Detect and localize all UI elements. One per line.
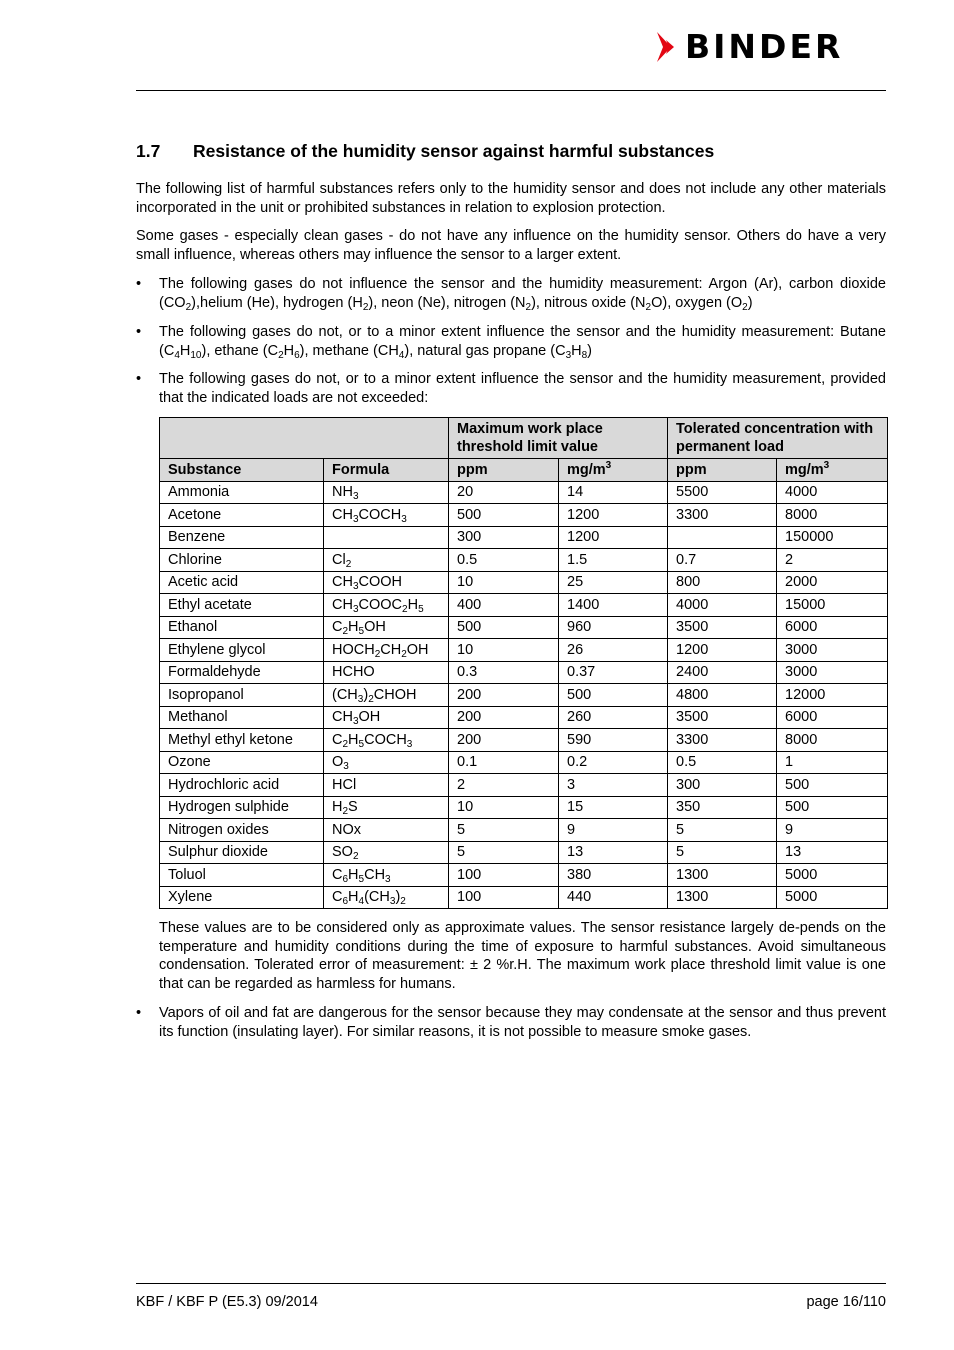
cell-work-ppm: 500 (449, 616, 559, 639)
table-body (160, 481, 888, 909)
cell-work-ppm: 200 (449, 706, 559, 729)
cell-tolerated-ppm: 300 (668, 774, 777, 797)
cell-substance: Ethanol (160, 616, 324, 639)
cell-formula: $CH_3COCH_3$ (324, 504, 449, 527)
cell-formula: $H_2S$ (324, 796, 449, 819)
cell-work-mgm3: 15 (559, 796, 668, 819)
cell-work-mgm3: 1.5 (559, 549, 668, 572)
cell-tolerated-ppm: 0.5 (668, 751, 777, 774)
cell-work-mgm3: 25 (559, 571, 668, 594)
table-row (160, 751, 888, 774)
group-header-work-place: Maximum work place threshold limit value (449, 418, 668, 459)
cell-formula (324, 526, 449, 549)
cell-tolerated-mgm3: 2000 (777, 571, 888, 594)
cell-formula: HCl (324, 774, 449, 797)
cell-substance: Methyl ethyl ketone (160, 729, 324, 752)
table-row (160, 594, 888, 617)
harmful-substances-table (159, 417, 888, 909)
cell-work-ppm: 10 (449, 639, 559, 662)
bullet-text: The following gases do not, or to a minor extent influence the sensor and the humidity measurement: Butane $(C_4H_{10})$, ethane $(C_2H_6)$, methane $(CH_4)$, natural gas propane $(C_3H_8)$ (159, 324, 886, 361)
cell-tolerated-ppm: 5 (668, 841, 777, 864)
cell-tolerated-ppm: 800 (668, 571, 777, 594)
cell-work-ppm: 10 (449, 796, 559, 819)
bullet-vapors (136, 1004, 886, 1041)
cell-formula: $CH_3COOC_2H_5$ (324, 594, 449, 617)
cell-tolerated-mgm3: 150000 (777, 526, 888, 549)
cell-formula: NOx (324, 819, 449, 842)
section-number: 1.7 (136, 141, 161, 161)
cell-work-ppm: 500 (449, 504, 559, 527)
cell-substance: Isopropanol (160, 684, 324, 707)
cell-tolerated-ppm: 1300 (668, 886, 777, 909)
cell-work-mgm3: 960 (559, 616, 668, 639)
bullet-dot: • (136, 276, 142, 292)
cell-tolerated-ppm: 3500 (668, 706, 777, 729)
table-row (160, 864, 888, 887)
cell-formula: $NH_3$ (324, 481, 449, 504)
cell-work-ppm: 2 (449, 774, 559, 797)
table-group-header-row (160, 418, 888, 459)
table-row (160, 481, 888, 504)
section-title: Resistance of the humidity sensor against harmful substances (193, 141, 715, 161)
cell-formula: $C_6H_4(CH_3)_2$ (324, 886, 449, 909)
table-row (160, 504, 888, 527)
cell-formula: HCHO (324, 661, 449, 684)
cell-tolerated-mgm3: 6000 (777, 706, 888, 729)
table-row (160, 729, 888, 752)
cell-work-ppm: 100 (449, 864, 559, 887)
table-row (160, 841, 888, 864)
cell-tolerated-mgm3: 8000 (777, 729, 888, 752)
cell-work-ppm: 100 (449, 886, 559, 909)
cell-tolerated-mgm3: 5000 (777, 864, 888, 887)
cell-work-ppm: 10 (449, 571, 559, 594)
cell-tolerated-mgm3: 1 (777, 751, 888, 774)
cell-work-ppm: 0.5 (449, 549, 559, 572)
cell-substance: Methanol (160, 706, 324, 729)
cell-tolerated-mgm3: 8000 (777, 504, 888, 527)
footer-rule (136, 1283, 886, 1284)
bullet-dot: • (136, 1005, 142, 1021)
footer-page-number: page 16/110 (806, 1294, 886, 1310)
cell-tolerated-mgm3: 3000 (777, 639, 888, 662)
cell-formula: $Cl_2$ (324, 549, 449, 572)
table-row (160, 774, 888, 797)
cell-work-mgm3: 13 (559, 841, 668, 864)
cell-formula: $C_6H_5CH_3$ (324, 864, 449, 887)
cell-substance: Toluol (160, 864, 324, 887)
cell-work-mgm3: 0.2 (559, 751, 668, 774)
cell-substance: Ozone (160, 751, 324, 774)
column-header-mgm3: $mg/m^3$ (777, 459, 888, 482)
approximate-values-note: These values are to be considered only as approximate values. The sensor resistance largely de-pends on the temperature and humidity conditions during the time of exposure to harmful substances. Avoid simultaneous condensation. Tolerated error of measurement: ± 2 %r.H. The maximum work place threshold limit value is one that can be regarded as harmless for humans. (159, 920, 886, 992)
cell-tolerated-ppm: 3300 (668, 729, 777, 752)
cell-work-mgm3: 260 (559, 706, 668, 729)
cell-substance: Hydrochloric acid (160, 774, 324, 797)
header-rule (136, 90, 886, 91)
bullet-text: Vapors of oil and fat are dangerous for the sensor because they may condensate at the sensor and thus prevent its function (insulating layer). For similar reasons, it is not possible to measure smoke gases. (159, 1005, 886, 1040)
table-row (160, 684, 888, 707)
table-row (160, 639, 888, 662)
bullet-no-influence (136, 275, 886, 312)
cell-work-ppm: 0.3 (449, 661, 559, 684)
table-row (160, 886, 888, 909)
bullet-text: The following gases do not, or to a minor extent influence the sensor and the humidity measurement, provided that the indicated loads are not exceeded: (159, 371, 886, 406)
group-header-tolerated: Tolerated concentration with permanent load (668, 418, 888, 459)
cell-work-mgm3: 590 (559, 729, 668, 752)
cell-work-ppm: 200 (449, 729, 559, 752)
table-row (160, 706, 888, 729)
cell-work-mgm3: 380 (559, 864, 668, 887)
cell-substance: Nitrogen oxides (160, 819, 324, 842)
cell-tolerated-mgm3: 9 (777, 819, 888, 842)
cell-tolerated-ppm: 4000 (668, 594, 777, 617)
cell-substance: Acetic acid (160, 571, 324, 594)
cell-formula: $CH_3OH$ (324, 706, 449, 729)
cell-substance: Ethyl acetate (160, 594, 324, 617)
cell-work-mgm3: 14 (559, 481, 668, 504)
cell-substance: Sulphur dioxide (160, 841, 324, 864)
cell-tolerated-ppm: 3500 (668, 616, 777, 639)
cell-formula: $C_2H_5COCH_3$ (324, 729, 449, 752)
footer-doc-id: KBF / KBF P (E5.3) 09/2014 (136, 1294, 318, 1310)
cell-work-mgm3: 440 (559, 886, 668, 909)
column-header-mgm3: $mg/m^3$ (559, 459, 668, 482)
cell-tolerated-ppm: 5 (668, 819, 777, 842)
cell-tolerated-mgm3: 4000 (777, 481, 888, 504)
cell-formula: $SO_2$ (324, 841, 449, 864)
cell-formula: $O_3$ (324, 751, 449, 774)
cell-tolerated-mgm3: 12000 (777, 684, 888, 707)
cell-tolerated-ppm: 1200 (668, 639, 777, 662)
cell-work-ppm: 300 (449, 526, 559, 549)
cell-tolerated-mgm3: 500 (777, 774, 888, 797)
cell-work-mgm3: 500 (559, 684, 668, 707)
cell-work-mgm3: 9 (559, 819, 668, 842)
cell-tolerated-mgm3: 500 (777, 796, 888, 819)
cell-tolerated-ppm: 5500 (668, 481, 777, 504)
cell-formula: $C_2H_5OH$ (324, 616, 449, 639)
cell-substance: Benzene (160, 526, 324, 549)
brand-name: BINDER (685, 27, 844, 66)
cell-substance: Ethylene glycol (160, 639, 324, 662)
cell-tolerated-ppm: 4800 (668, 684, 777, 707)
gases-paragraph: Some gases - especially clean gases - do not have any influence on the humidity sensor. Others do have a very small influence, whereas others may influence the sensor to a larger extent. (136, 228, 886, 263)
cell-tolerated-ppm: 0.7 (668, 549, 777, 572)
table-row (160, 819, 888, 842)
cell-tolerated-ppm: 350 (668, 796, 777, 819)
column-header-formula: Formula (324, 459, 449, 482)
cell-work-mgm3: 1400 (559, 594, 668, 617)
table-row (160, 616, 888, 639)
group-header-empty (160, 418, 449, 459)
cell-work-ppm: 20 (449, 481, 559, 504)
binder-logo-arrow-icon (655, 30, 685, 64)
cell-tolerated-ppm: 2400 (668, 661, 777, 684)
cell-work-ppm: 400 (449, 594, 559, 617)
column-header-ppm: ppm (449, 459, 559, 482)
cell-formula: $(CH_3)_2CHOH$ (324, 684, 449, 707)
cell-work-ppm: 5 (449, 819, 559, 842)
table-row (160, 661, 888, 684)
table-column-header-row (160, 459, 888, 482)
cell-tolerated-mgm3: 15000 (777, 594, 888, 617)
cell-substance: Ammonia (160, 481, 324, 504)
cell-work-ppm: 200 (449, 684, 559, 707)
bullet-dot: • (136, 324, 142, 340)
cell-work-mgm3: 1200 (559, 504, 668, 527)
cell-work-ppm: 5 (449, 841, 559, 864)
column-header-substance: Substance (160, 459, 324, 482)
cell-tolerated-mgm3: 2 (777, 549, 888, 572)
bullet-limited-loads (136, 370, 886, 407)
table-row (160, 526, 888, 549)
binder-logo (655, 27, 887, 66)
cell-work-ppm: 0.1 (449, 751, 559, 774)
cell-formula: $CH_3COOH$ (324, 571, 449, 594)
cell-substance: Chlorine (160, 549, 324, 572)
cell-tolerated-mgm3: 13 (777, 841, 888, 864)
bullet-minor-influence (136, 323, 886, 360)
cell-substance: Hydrogen sulphide (160, 796, 324, 819)
table-row (160, 571, 888, 594)
cell-tolerated-mgm3: 5000 (777, 886, 888, 909)
table-row (160, 549, 888, 572)
column-header-ppm: ppm (668, 459, 777, 482)
cell-substance: Xylene (160, 886, 324, 909)
section-heading (136, 140, 714, 162)
cell-work-mgm3: 3 (559, 774, 668, 797)
cell-tolerated-mgm3: 6000 (777, 616, 888, 639)
cell-work-mgm3: 0.37 (559, 661, 668, 684)
bullet-text: The following gases do not influence the sensor and the humidity measurement: Argon (Ar), carbon dioxide $(CO_2),helium$ (He), hydrogen $(H_2)$, neon (Ne), nitrogen $(N_2)$, nitrous oxide $(N_2O)$, oxygen $(O_2)$ (159, 276, 886, 313)
bullet-dot: • (136, 371, 142, 387)
cell-tolerated-ppm (668, 526, 777, 549)
cell-substance: Acetone (160, 504, 324, 527)
cell-tolerated-mgm3: 3000 (777, 661, 888, 684)
cell-work-mgm3: 1200 (559, 526, 668, 549)
intro-paragraph: The following list of harmful substances refers only to the humidity sensor and does not include any other materials incorporated in the unit or prohibited substances in relation to explosion protection. (136, 181, 886, 216)
cell-formula: $HOCH_2CH_2OH$ (324, 639, 449, 662)
cell-tolerated-ppm: 3300 (668, 504, 777, 527)
cell-work-mgm3: 26 (559, 639, 668, 662)
cell-substance: Formaldehyde (160, 661, 324, 684)
table-row (160, 796, 888, 819)
cell-tolerated-ppm: 1300 (668, 864, 777, 887)
